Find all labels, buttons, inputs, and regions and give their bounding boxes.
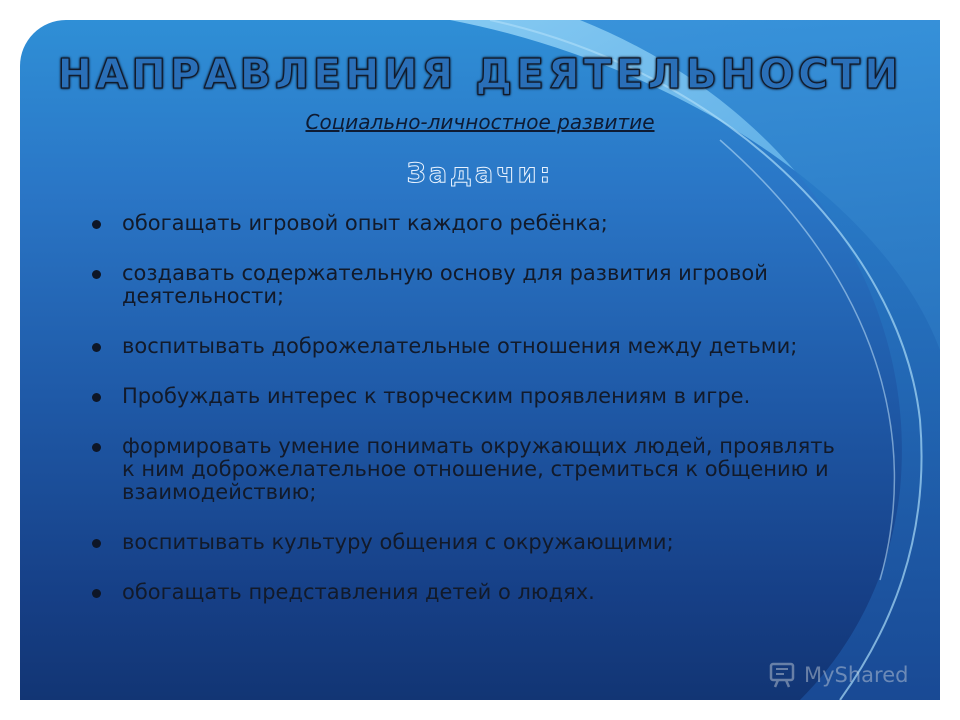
list-item-text: воспитывать доброжелательные отношения между детьми; [122, 334, 798, 358]
list-item [92, 385, 852, 408]
subtitle: Социально-личностное развитие [305, 110, 655, 134]
myshared-logo-icon [768, 660, 798, 690]
bullet-icon [92, 539, 101, 548]
list-item [92, 262, 852, 308]
list-item [92, 435, 852, 504]
list-item [92, 531, 852, 554]
list-item-text: обогащать игровой опыт каждого ребёнка; [122, 211, 608, 235]
list-item [92, 581, 852, 604]
slide [20, 20, 940, 700]
list-item-text: формировать умение понимать окружающих людей, проявлять к ним доброжелательное отношение, стремиться к общению и взаимодействию; [122, 434, 835, 504]
watermark-text: MyShared [804, 663, 909, 687]
list-item-text: обогащать представления детей о людях. [122, 580, 595, 604]
tasks-heading: Задачи: [406, 158, 554, 189]
bullet-icon [92, 220, 101, 229]
watermark [768, 658, 908, 692]
page-title: НАПРАВЛЕНИЯ ДЕЯТЕЛЬНОСТИ [57, 50, 903, 98]
list-item-text: воспитывать культуру общения с окружающими; [122, 530, 674, 554]
list-item [92, 212, 852, 235]
bullet-icon [92, 270, 101, 279]
bullet-icon [92, 589, 101, 598]
bullet-icon [92, 343, 101, 352]
list-item [92, 335, 852, 358]
bullet-icon [92, 443, 101, 452]
list-item-text: создавать содержательную основу для развития игровой деятельности; [122, 261, 768, 308]
list-item-text: Пробуждать интерес к творческим проявлениям в игре. [122, 384, 751, 408]
bullet-icon [92, 393, 101, 402]
task-list [92, 212, 852, 631]
